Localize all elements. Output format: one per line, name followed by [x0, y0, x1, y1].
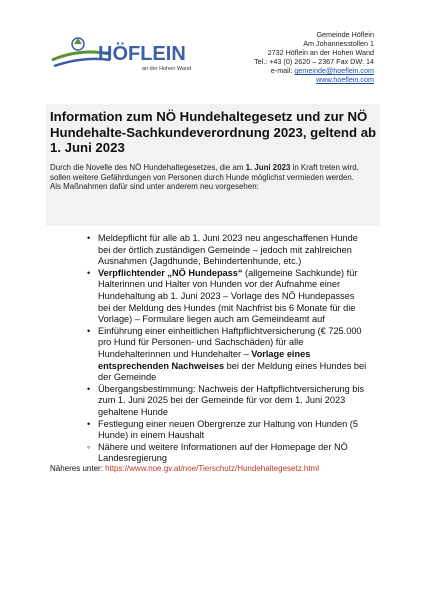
- contact-phone: Tel.: +43 (0) 2620 – 2367 Fax DW: 14: [254, 57, 374, 66]
- item-bold: Vorlage eines entsprechenden Nachweises: [98, 348, 311, 371]
- contact-email-link[interactable]: gemeinde@hoeflein.com: [294, 66, 374, 75]
- contact-web-link[interactable]: www.hoeflein.com: [316, 75, 374, 84]
- item-bold: Verpflichtender „NÖ Hundepass“: [98, 267, 243, 278]
- contact-city: 2732 Höflein an der Hohen Wand: [267, 48, 374, 57]
- hoeflein-logo: [50, 30, 210, 80]
- intro-text: [50, 163, 380, 192]
- list-item: [87, 419, 369, 442]
- contact-email-line: [254, 66, 374, 75]
- item-text: Nähere und weitere Informationen auf der Homepage der NÖ Landesregierung: [98, 441, 348, 464]
- item-text: Meldepflicht für alle ab 1. Juni 2023 neu angeschaffenen Hunde bei der örtlich zuständigen Gemeinde – jedoch mit zahlreichen Ausnahmen (Jagdhunde, Behindertenhunde, etc.): [98, 233, 358, 267]
- list-item: [87, 384, 369, 419]
- bullet-icon: ◦: [87, 441, 91, 452]
- contact-org: Gemeinde Höflein: [316, 30, 374, 39]
- list-item: [87, 268, 369, 326]
- logo-text: HÖFLEIN: [98, 43, 186, 65]
- contact-street: Am Johannesstollen 1: [303, 39, 374, 48]
- list-item: [87, 442, 369, 465]
- logo-subtext: an der Hohen Wand: [142, 66, 192, 72]
- item-text: (allgemeine Sachkunde) für Halterinnen und Halter von Hunden vor der Aufnahme einer Hundehaltung ab 1. Juni 2023 – Vorlage des NÖ Hundepasses bei der Meldung des Hundes (mit Nachfrist bis 6 Monate für die Vorlage) – Formulare liegen auch am Gemeindeamt auf: [98, 267, 358, 325]
- logo-graphic: [50, 30, 210, 80]
- list-item: [87, 233, 369, 268]
- measures-list: [87, 233, 369, 465]
- contact-web-line: [254, 75, 374, 84]
- bullet-icon: •: [87, 325, 91, 336]
- contact-email-label: e-mail:: [270, 66, 295, 75]
- footer-link[interactable]: https://www.noe.gv.at/noe/Tierschutz/Hundehaltegesetz.html: [105, 464, 320, 473]
- list-item: [87, 326, 369, 384]
- item-text: Festlegung einer neuen Obergrenze zur Haltung von Hunden (5 Hunde) in einem Haushalt: [98, 418, 358, 441]
- footer-note: [50, 464, 390, 474]
- bullet-icon: •: [87, 383, 91, 394]
- page-title: Information zum NÖ Hundehaltegesetz und zur NÖ Hundehalte-Sachkundeverordnung 2023, geltend ab 1. Juni 2023: [50, 109, 377, 155]
- item-text: Übergangsbestimmung: Nachweis der Haftpflichtversicherung bis zum 1. Juni 2025 bei der Gemeinde für vor dem 1. Juni 2023 gehaltene Hunde: [98, 383, 365, 417]
- intro-text-3: Als Maßnahmen dafür sind unter anderem neu vorgesehen:: [50, 182, 259, 192]
- bullet-icon: •: [87, 418, 91, 429]
- intro-text-1: Durch die Novelle des NÖ Hundehaltegesetzes, die am: [50, 163, 246, 172]
- bullet-icon: •: [87, 267, 91, 278]
- item-text: Einführung einer einheitlichen Haftpflichtversicherung (€ 725.000 pro Hund für Personen- und Sachschäden) für alle Hundehalterinnen und Hundehalter –: [98, 325, 362, 359]
- item-text: bei der Meldung eines Hundes bei der Gemeinde: [98, 360, 367, 383]
- footer-label: Näheres unter:: [50, 464, 106, 473]
- bullet-icon: •: [87, 233, 91, 243]
- intro-text-2: in Kraft treten wird, sollen weitere Gefährdungen von Personen durch Hunde möglichst vermieden werden.: [50, 163, 359, 182]
- intro-date: 1. Juni 2023: [245, 163, 291, 172]
- contact-block: [254, 30, 374, 84]
